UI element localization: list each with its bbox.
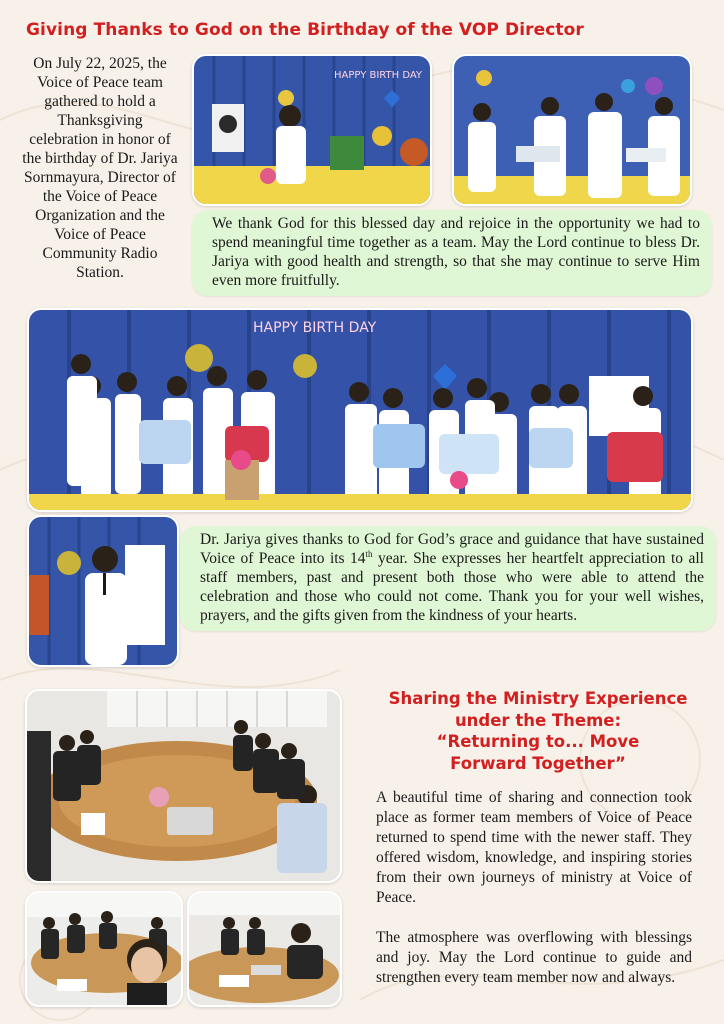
thanks-paragraph: We thank God for this blessed day and rejoice in the opportunity we had to spend meaningful time together as a team. May the Lord continue to bless Dr. Jariya with good health and strength, so that she may continue to serve Him even more fruitfully. xyxy=(192,210,712,296)
intro-paragraph: On July 22, 2025, the Voice of Peace team gathered to hold a Thanksgiving celebration in honor of the birthday of Dr. Jariya Sornmayura, Director of the Voice of Peace Organization and the Voice of Peace Community Radio Station. xyxy=(22,55,178,281)
photo-discussion xyxy=(187,891,342,1007)
photo-meeting-table xyxy=(25,689,342,883)
speech-text-part2: year. She expresses her heartfelt appreciation to all staff members, past and present both those who were able to attend the celebration and those who could not come. Thank you for your well wishes, prayers, and the gifts given from the kindness of your hearts. xyxy=(200,550,704,624)
section2-title-line4: Forward Together” xyxy=(450,753,626,773)
photo-small-group xyxy=(25,891,183,1007)
group-banner-text: HAPPY BIRTH DAY xyxy=(253,320,377,336)
section2-title-line2: under the Theme: xyxy=(454,710,622,730)
photo-director-stage xyxy=(192,54,432,206)
page-title: Giving Thanks to God on the Birthday of the VOP Director xyxy=(26,20,584,40)
photo-banner-text: HAPPY BIRTH DAY xyxy=(334,70,423,81)
director-speech-paragraph xyxy=(180,526,716,631)
sharing-paragraph-1: A beautiful time of sharing and connection took place as former team members of Voice of Peace returned to spend time with the newer staff. They offered wisdom, knowledge, and inspiring stories from their own journeys of ministry at Voice of Peace. xyxy=(376,789,692,906)
photo-gift-giving xyxy=(452,54,692,206)
sharing-paragraph-2: The atmosphere was overflowing with blessings and joy. May the Lord continue to guide and strengthen every team member now and always. xyxy=(376,929,692,986)
speech-ordinal-sup: th xyxy=(365,548,373,559)
speech-text-part1: Dr. Jariya gives thanks to God for God’s grace and guidance that have sustained Voice of Peace into its 14 xyxy=(200,531,704,567)
section2-title xyxy=(372,688,704,774)
section2-title-line3: “Returning to... Move xyxy=(436,732,640,751)
photo-director-speaking xyxy=(27,515,179,667)
photo-group xyxy=(27,308,693,512)
section2-title-line1: Sharing the Ministry Experience xyxy=(388,689,688,708)
